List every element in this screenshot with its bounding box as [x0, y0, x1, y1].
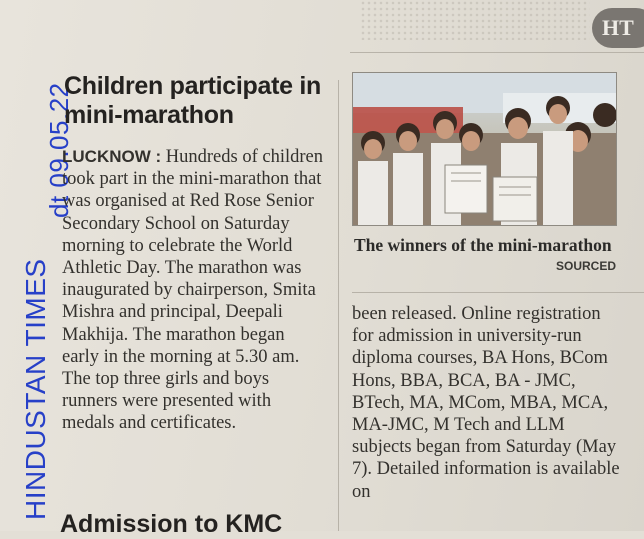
- photo-credit: SOURCED: [556, 259, 617, 273]
- article-dateline: LUCKNOW :: [62, 147, 162, 166]
- adjacent-article-body: been released. Online registration for admission in university-run diploma courses, BA Hons, BCom Hons, BBA, BCA, BA - JMC, BTech, MA, MCom, MBA, MCA, MA-JMC, M Tech and LLM subjects began from Saturday (May 7). Detailed information is available on: [352, 304, 620, 502]
- newspaper-name-annotation: HINDUSTAN TIMES: [20, 258, 51, 520]
- photo-caption: The winners of the mini-marathon: [354, 235, 612, 255]
- winners-photo-illustration: [353, 73, 616, 225]
- column-divider: [338, 80, 339, 531]
- next-article-headline: Admission to KMC: [60, 510, 283, 538]
- masthead-badge: HT: [592, 8, 644, 48]
- caption-rule: [352, 292, 644, 293]
- article-body: [62, 146, 324, 435]
- handwritten-annotation: [0, 0, 51, 531]
- masthead-pattern: [360, 0, 590, 40]
- article-photo: [352, 72, 617, 226]
- article-body-text: Hundreds of children took part in the mini-marathon that was organised at Red Rose Senior Secondary School on Saturday morning to celebrate the World Athletic Day. The marathon was inaugurated by chairperson, Smita Mishra and principal, Deepali Makhija. The marathon began early in the morning at 5.30 am. The top three girls and boys runners were presented with medals and certificates.: [62, 147, 323, 434]
- article-headline: Children participate in mini-marathon: [64, 72, 322, 129]
- masthead-rule: [350, 52, 644, 53]
- date-annotation: dt 09.05.22: [44, 82, 74, 218]
